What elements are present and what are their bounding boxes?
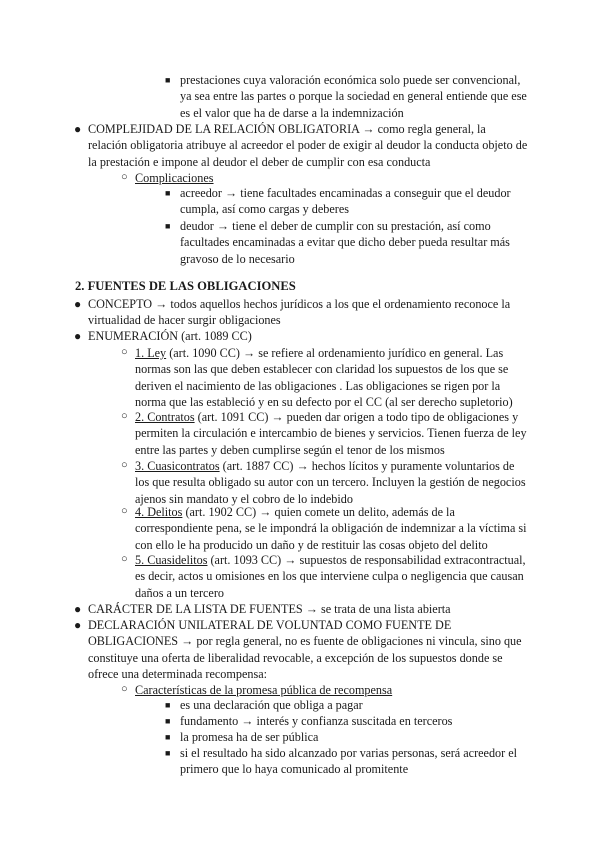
square-bullet-icon: ■ [165,700,171,710]
list-item: ○ 5. Cuasidelitos (art. 1093 CC) → supuestos de responsabilidad extracontractual, es decir, actos u omisiones en los que interviene culpa o negligencia que causan daños a un tercero [121,553,526,600]
circle-bullet-icon: ○ [121,505,128,517]
list-item: ○ 4. Delitos (art. 1902 CC) → quien comete un delito, además de la correspondiente pena, se le impondrá la obligación de indemnizar a la víctima si con ello le ha producido un daño y de restituir las cosas objeto del delito [121,505,527,552]
list-item: ■ prestaciones cuya valoración económica solo puede ser convencional, ya sea entre las partes o porque la sociedad en general entiende que ese es el valor que ha de darse a la indemnización [165,73,527,120]
bullet-icon: ● [74,329,82,343]
list-item: ● COMPLEJIDAD DE LA RELACIÓN OBLIGATORIA → como regla general, la relación obligatoria atribuye al acreedor el poder de exigir al deudor la conducta objeto de la prestación e impone al deudor el deber de cumplir con esa conducta [74,122,528,169]
square-bullet-icon: ■ [165,748,171,758]
bullet-icon: ● [74,618,82,632]
list-item: ● CARÁCTER DE LA LISTA DE FUENTES → se trata de una lista abierta [74,602,451,616]
list-item: ■ deudor → tiene el deber de cumplir con su prestación, así como facultades encaminadas a evitar que dicho deber pueda resultar más gravoso de lo necesario [165,219,510,266]
bullet-icon: ● [74,602,82,616]
list-item: ■ fundamento → interés y confianza suscitada en terceros [165,714,453,728]
list-item: ○ 3. Cuasicontratos (art. 1887 CC) → hechos lícitos y puramente voluntarios de los que resulta obligado su autor con un tercero. Incluyen la gestión de negocios ajenos sin mandato y el cobro de lo indebido [121,459,526,506]
list-item: ● CONCEPTO → todos aquellos hechos jurídicos a los que el ordenamiento reconoce la virtualidad de hacer surgir obligaciones [74,297,511,328]
circle-bullet-icon: ○ [121,683,128,695]
circle-bullet-icon: ○ [121,410,128,422]
circle-bullet-icon: ○ [121,171,128,183]
bullet-icon: ● [74,297,82,311]
circle-bullet-icon: ○ [121,459,128,471]
list-item: ● ENUMERACIÓN (art. 1089 CC) [74,329,252,343]
list-item: ■ acreedor → tiene facultades encaminadas a conseguir que el deudor cumpla, así como cargas y deberes [165,186,511,217]
circle-bullet-icon: ○ [121,346,128,358]
list-item: ○ Complicaciones [121,171,214,185]
list-item: ■ es una declaración que obliga a pagar [165,698,363,712]
list-item: ● DECLARACIÓN UNILATERAL DE VOLUNTAD COMO FUENTE DE OBLIGACIONES → por regla general, no es fuente de obligaciones ni vincula, sino que constituye una oferta de liberalidad revocable, a excepción de los supuestos donde se ofrece una determinada recompensa: [74,618,522,682]
square-bullet-icon: ■ [165,716,171,726]
list-item: ○ 2. Contratos (art. 1091 CC) → pueden dar origen a todo tipo de obligaciones y permiten la circulación e intercambio de bienes y servicios. Tienen fuerza de ley entre las partes y deben cumplirse según el tenor de los mismos [121,410,527,457]
list-item: ■ la promesa ha de ser pública [165,730,319,744]
square-bullet-icon: ■ [165,75,171,85]
list-item: ■ si el resultado ha sido alcanzado por varias personas, será acreedor el primero que lo haya comunicado al promitente [165,746,518,777]
circle-bullet-icon: ○ [121,553,128,565]
bullet-icon: ● [74,122,82,136]
list-item: ○ Características de la promesa pública de recompensa [121,683,393,697]
square-bullet-icon: ■ [165,221,171,231]
list-item: ○ 1. Ley (art. 1090 CC) → se refiere al ordenamiento jurídico en general. Las normas son las que deben establecer con claridad los supuestos de los que se deriven el nacimiento de las obligaciones . Las obligaciones se rigen por la norma que las estableció y en su defecto por el CC (al ser derecho supletorio) [121,346,513,410]
section-heading: 2. FUENTES DE LAS OBLIGACIONES [75,279,296,293]
square-bullet-icon: ■ [165,188,171,198]
square-bullet-icon: ■ [165,732,171,742]
